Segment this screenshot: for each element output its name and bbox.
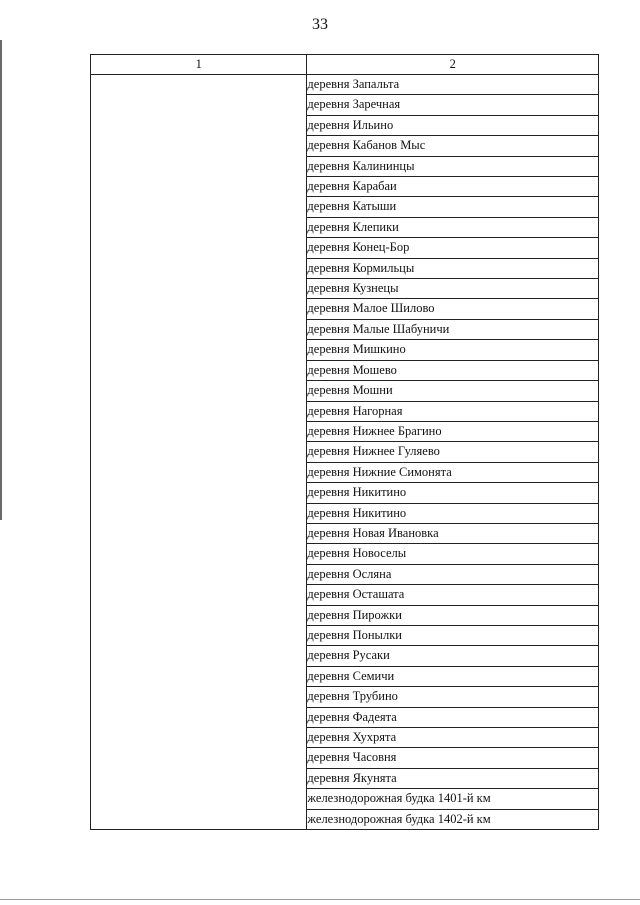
settlement-name-cell: деревня Клепики [307,217,599,237]
page-number: 33 [312,16,328,33]
settlement-name-cell: деревня Кабанов Мыс [307,136,599,156]
settlement-name-cell: деревня Запальта [307,75,599,95]
scan-edge-line [0,40,2,520]
settlement-name-cell: деревня Конец-Бор [307,238,599,258]
settlement-name-cell: деревня Мишкино [307,340,599,360]
settlement-name-cell: деревня Хухрята [307,728,599,748]
settlement-name-cell: деревня Понылки [307,625,599,645]
table-body [91,75,599,830]
settlement-name-cell: деревня Новоселы [307,544,599,564]
settlement-name-cell: деревня Катыши [307,197,599,217]
settlement-name-cell: деревня Нагорная [307,401,599,421]
settlement-name-cell: деревня Малое Шилово [307,299,599,319]
settlement-name-cell: деревня Русаки [307,646,599,666]
column-1-header: 1 [91,55,307,75]
settlement-name-cell: деревня Никитино [307,483,599,503]
settlements-table [90,54,599,830]
settlement-name-cell: деревня Фадеята [307,707,599,727]
page-bottom-rule [0,899,640,900]
settlement-name-cell: деревня Никитино [307,503,599,523]
settlement-name-cell: деревня Кормильцы [307,258,599,278]
settlement-name-cell: деревня Пирожки [307,605,599,625]
settlement-name-cell: деревня Нижнее Гуляево [307,442,599,462]
column-1-merged-cell [91,75,307,830]
settlement-name-cell: деревня Новая Ивановка [307,523,599,543]
settlement-name-cell: деревня Мошево [307,360,599,380]
table-header-row [91,55,599,75]
settlement-name-cell: деревня Семичи [307,666,599,686]
table-row [91,75,599,95]
settlement-name-cell: деревня Трубино [307,687,599,707]
settlement-name-cell: деревня Часовня [307,748,599,768]
settlement-name-cell: железнодорожная будка 1402-й км [307,809,599,829]
settlement-name-cell: деревня Ильино [307,115,599,135]
settlement-name-cell: деревня Калининцы [307,156,599,176]
settlement-name-cell: деревня Кузнецы [307,279,599,299]
column-2-header: 2 [307,55,599,75]
settlement-name-cell: деревня Осташата [307,585,599,605]
settlement-name-cell: деревня Карабаи [307,177,599,197]
settlement-name-cell: деревня Нижнее Брагино [307,421,599,441]
settlement-name-cell: деревня Заречная [307,95,599,115]
settlement-name-cell: железнодорожная будка 1401-й км [307,789,599,809]
settlement-name-cell: деревня Малые Шабуничи [307,319,599,339]
settlement-name-cell: деревня Мошни [307,381,599,401]
settlement-name-cell: деревня Нижние Симонята [307,462,599,482]
settlement-name-cell: деревня Осляна [307,564,599,584]
settlement-name-cell: деревня Якунята [307,768,599,788]
